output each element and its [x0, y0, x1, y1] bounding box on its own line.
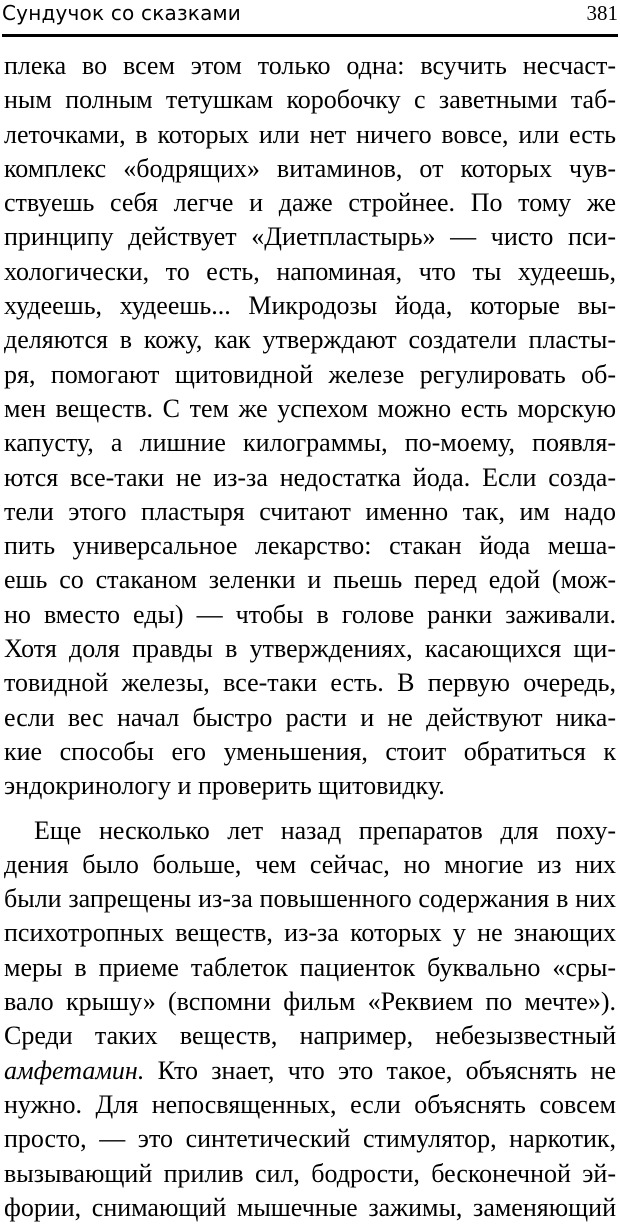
paragraph-2: [4, 814, 616, 1225]
text-line: вало крышу» (вспомни фильм «Реквием по мечте»).: [4, 987, 616, 1017]
text-line: плека во всем этом только одна: всучить несчаст-: [4, 51, 616, 80]
text-line: дения было больше, чем сейчас, но многие из них: [4, 849, 616, 879]
text-line: ются все-таки не из-за недостатка йода. Если созда-: [4, 462, 616, 492]
italic-term: амфетамин.: [4, 1055, 145, 1085]
text-line: вызывающий прилив сил, бодрости, бесконечной эй-: [4, 1158, 616, 1188]
text-line: просто, — это синтетический стимулятор, наркотик,: [4, 1124, 616, 1154]
text-line: леточками, в которых или нет ничего вовсе, или есть: [4, 119, 616, 149]
text-line: ря, помогают щитовидной железе регулировать об-: [4, 359, 616, 389]
text-line: нужно. Для непосвященных, если объяснять совсем: [4, 1089, 616, 1119]
text-line: фории, снимающий мышечные зажимы, заменяющий: [4, 1192, 616, 1222]
text-line: эндокринологу и проверить щитовидку.: [4, 771, 445, 801]
paragraph-1: [4, 49, 616, 804]
text-line: но вместо еды) — чтобы в голове ранки заживали.: [4, 599, 616, 629]
running-head: [2, 0, 618, 28]
text-line: товидной железы, все-таки есть. В первую очередь,: [4, 668, 616, 698]
text-line: были запрещены из-за повышенного содержания в них: [4, 884, 616, 914]
text-line: пить универсальное лекарство: стакан йода меша-: [4, 531, 616, 561]
text-line: ствуешь себя легче и даже стройнее. По тому же: [4, 188, 616, 218]
text-line: мен веществ. С тем же успехом можно есть морскую: [4, 393, 616, 423]
text-line: комплекс «бодрящих» витаминов, от которых чув-: [4, 153, 616, 183]
text-line: хологически, то есть, напоминая, что ты худеешь,: [4, 256, 616, 286]
text-line: психотропных веществ, из-за которых у не знающих: [4, 918, 616, 948]
text-line: меры в приеме таблеток пациенток буквально «сры-: [4, 952, 616, 982]
text-fragment: Кто знает, что это такое, объяснять не: [144, 1055, 616, 1085]
text-line: Еще несколько лет назад препаратов для поху-: [34, 815, 616, 845]
text-line-with-term: [4, 1054, 616, 1088]
header-rule: [2, 34, 618, 37]
text-line: принципу действует «Диетпластырь» — чисто пси-: [4, 222, 616, 252]
text-line: Среди таких веществ, например, небезызвестный: [4, 1021, 616, 1051]
paragraph-gap: [4, 804, 616, 814]
text-line: тели этого пластыря считают именно так, им надо: [4, 496, 616, 526]
text-line: если вес начал быстро расти и не действуют ника-: [4, 702, 616, 732]
text-line: кие способы его уменьшения, стоит обратиться к: [4, 736, 616, 766]
text-line: худеешь, худеешь... Микродозы йода, которые вы-: [4, 291, 616, 321]
text-line: ным полным тетушкам коробочку с заветными таб-: [4, 85, 616, 115]
text-line: деляются в кожу, как утверждают создатели пласты-: [4, 325, 616, 355]
body-text: [4, 49, 616, 1225]
text-line: ешь со стаканом зеленки и пьешь перед едой (мож-: [4, 565, 616, 595]
text-line: Хотя доля правды в утверждениях, касающихся щи-: [4, 634, 616, 664]
page-number: 381: [586, 1, 618, 25]
text-line: капусту, а лишние килограммы, по-моему, появля-: [4, 428, 616, 458]
running-title: Сундучок со сказками: [2, 1, 242, 25]
